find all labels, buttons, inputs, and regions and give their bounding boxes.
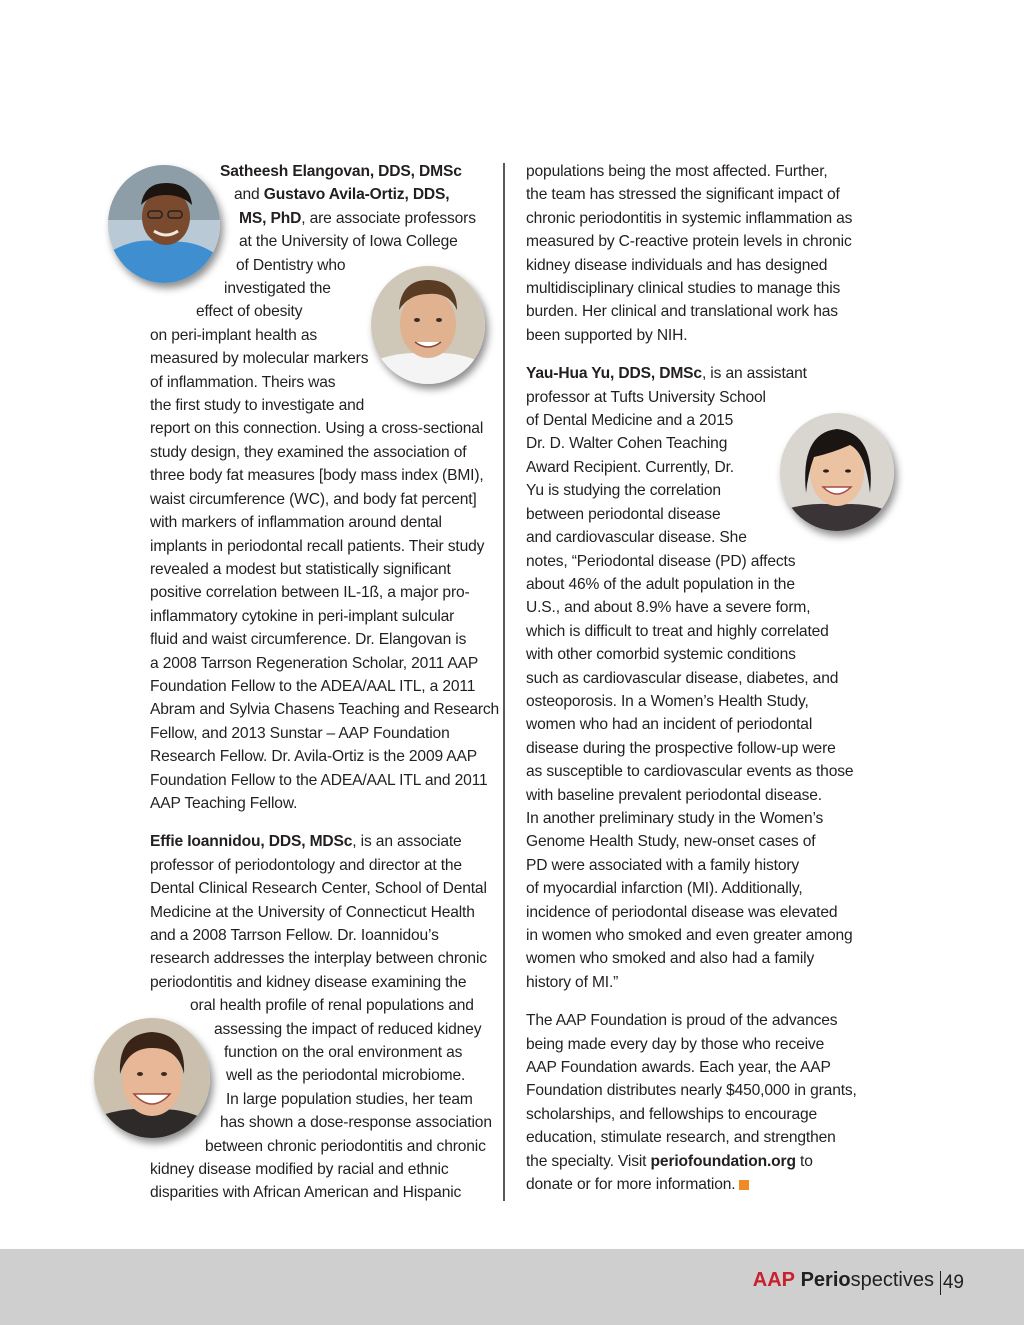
text-run: with baseline prevalent periodontal disease. — [526, 786, 822, 804]
text-run: and cardiovascular disease. She — [526, 529, 747, 547]
text-line — [150, 417, 485, 440]
text-line — [526, 300, 861, 323]
text-line — [526, 1173, 861, 1196]
text-run: disease during the prospective follow-up were — [526, 739, 836, 757]
text-line — [526, 160, 861, 183]
text-line — [150, 324, 485, 347]
text-line — [150, 994, 485, 1017]
text-line — [526, 1033, 861, 1056]
text-line — [526, 596, 861, 619]
text-line — [526, 854, 861, 877]
text-line — [526, 901, 861, 924]
text-line — [526, 1009, 861, 1032]
text-line — [526, 456, 861, 479]
text-run: to — [795, 1152, 813, 1170]
text-line — [150, 947, 485, 970]
text-run: been supported by NIH. — [526, 326, 688, 344]
text-run: the specialty. Visit — [526, 1152, 651, 1170]
paragraph-p4 — [526, 362, 861, 994]
text-run: incidence of periodontal disease was elevated — [526, 903, 838, 921]
text-run: which is difficult to treat and highly correlated — [526, 622, 829, 640]
orange-square-icon — [739, 1180, 749, 1190]
text-line — [150, 1158, 485, 1181]
text-line — [526, 1150, 861, 1173]
text-line — [150, 1088, 485, 1111]
text-run: between chronic periodontitis and chronic — [205, 1137, 486, 1155]
bold-text[interactable]: periofoundation.org — [650, 1152, 796, 1170]
text-line — [150, 722, 485, 745]
text-run: Dr. D. Walter Cohen Teaching — [526, 435, 728, 453]
brand-perio: Perio — [800, 1269, 851, 1291]
text-line — [526, 620, 861, 643]
bold-text: MS, PhD — [239, 209, 302, 227]
text-line — [150, 558, 485, 581]
text-line — [150, 581, 485, 604]
text-run: and — [234, 186, 264, 204]
text-run: on peri-implant health as — [150, 326, 318, 344]
text-run: Abram and Sylvia Chasens Teaching and Research — [150, 701, 500, 719]
text-run: kidney disease modified by racial and ethnic — [150, 1161, 449, 1179]
text-run: AAP Teaching Fellow. — [150, 794, 298, 812]
text-line — [526, 643, 861, 666]
text-run: women who had an incident of periodontal — [526, 716, 813, 734]
text-line — [526, 409, 861, 432]
text-line — [150, 745, 485, 768]
text-line — [526, 1103, 861, 1126]
text-line — [526, 503, 861, 526]
text-run: women who smoked and also had a family — [526, 950, 815, 968]
text-line — [150, 675, 485, 698]
text-run: , is an assistant — [701, 365, 807, 383]
text-line — [150, 1018, 485, 1041]
text-run: investigated the — [224, 280, 331, 298]
text-run: professor at Tufts University School — [526, 388, 766, 406]
text-run: has shown a dose-response association — [220, 1114, 492, 1132]
text-run: the team has stressed the significant impact of — [526, 186, 840, 204]
text-run: professor of periodontology and director at the — [150, 856, 462, 874]
text-line — [526, 183, 861, 206]
text-run: in women who smoked and even greater among — [526, 927, 853, 944]
text-line — [150, 1135, 485, 1158]
text-line — [150, 792, 485, 815]
bold-text: Satheesh Elangovan, DDS, DMSc — [220, 163, 462, 180]
text-line — [526, 807, 861, 830]
text-run: of Dental Medicine and a 2015 — [526, 412, 734, 430]
brand-spectives: spectives — [850, 1269, 934, 1291]
text-line — [526, 784, 861, 807]
text-run: Genome Health Study, new-onset cases of — [526, 833, 816, 851]
text-line — [526, 432, 861, 455]
text-line — [526, 207, 861, 230]
paragraph-p3 — [526, 160, 861, 347]
text-run: such as cardiovascular disease, diabetes, and — [526, 669, 839, 687]
text-run: In another preliminary study in the Women’s — [526, 809, 824, 827]
bold-text: Gustavo Avila-Ortiz, DDS, — [263, 186, 450, 204]
footer-band — [0, 1249, 1024, 1325]
text-line — [526, 277, 861, 300]
text-line — [526, 760, 861, 783]
text-line — [150, 488, 485, 511]
bold-text: Effie Ioannidou, DDS, MDSc — [150, 833, 353, 851]
text-run: Foundation Fellow to the ADEA/AAL ITL and 2011 — [150, 771, 488, 789]
paragraph-p1 — [150, 160, 500, 815]
text-run: AAP Foundation awards. Each year, the AAP — [526, 1059, 831, 1077]
page-number: 49 — [942, 1272, 964, 1293]
article-column-right — [526, 160, 861, 1211]
text-run: between periodontal disease — [526, 505, 721, 523]
text-line — [150, 254, 485, 277]
text-run: study design, they examined the association of — [150, 443, 467, 461]
text-run: notes, “Periodontal disease (PD) affects — [526, 552, 796, 570]
text-line — [150, 605, 485, 628]
text-line — [150, 160, 485, 183]
text-run: Yu is studying the correlation — [526, 482, 721, 500]
text-run: PD were associated with a family history — [526, 856, 800, 874]
text-run: disparities with African American and Hispanic — [150, 1184, 462, 1202]
text-run: , is an associate — [352, 833, 462, 851]
text-run: and a 2008 Tarrson Fellow. Dr. Ioannidou’s — [150, 927, 439, 944]
paragraph-p5 — [526, 1009, 861, 1196]
text-line — [526, 1056, 861, 1079]
text-run: populations being the most affected. Further, — [526, 163, 828, 180]
text-line — [526, 971, 861, 994]
text-run: Foundation distributes nearly $450,000 in grants, — [526, 1082, 857, 1100]
publication-brand — [753, 1269, 934, 1292]
text-run: osteoporosis. In a Women’s Health Study, — [526, 692, 809, 710]
text-run: three body fat measures [body mass index (BMI), — [150, 467, 484, 485]
text-run: In large population studies, her team — [226, 1090, 473, 1108]
text-line — [526, 947, 861, 970]
text-line — [150, 394, 485, 417]
text-line — [526, 1079, 861, 1102]
footer-separator — [940, 1271, 942, 1295]
text-line — [150, 1111, 492, 1134]
text-line — [150, 830, 485, 853]
text-run: scholarships, and fellowships to encourage — [526, 1105, 818, 1123]
paragraph-p2 — [150, 830, 492, 1205]
text-line — [150, 277, 485, 300]
text-line — [150, 652, 485, 675]
text-line — [150, 347, 485, 370]
text-run: as susceptible to cardiovascular events as those — [526, 763, 854, 781]
text-run: report on this connection. Using a cross-sectional — [150, 420, 484, 438]
text-run: burden. Her clinical and translational work has — [526, 303, 838, 321]
text-line — [150, 441, 485, 464]
text-line — [150, 535, 485, 558]
text-line — [150, 854, 485, 877]
text-line — [526, 924, 861, 947]
text-line — [526, 386, 861, 409]
text-line — [150, 511, 485, 534]
text-line — [526, 479, 861, 502]
text-run: function on the oral environment as — [224, 1044, 463, 1062]
bold-text: Yau-Hua Yu, DDS, DMSc — [526, 365, 702, 383]
text-run: of myocardial infarction (MI). Additionally, — [526, 880, 803, 898]
text-run: multidisciplinary clinical studies to manage this — [526, 280, 841, 298]
text-run: effect of obesity — [196, 303, 303, 321]
text-run: Fellow, and 2013 Sunstar – AAP Foundation — [150, 724, 450, 742]
brand-aap: AAP — [752, 1269, 796, 1291]
text-run: of inflammation. Theirs was — [150, 373, 336, 391]
text-line — [526, 324, 861, 347]
text-run: The AAP Foundation is proud of the advances — [526, 1012, 838, 1030]
text-run: being made every day by those who receive — [526, 1035, 825, 1053]
text-run: research addresses the interplay between chronic — [150, 950, 487, 968]
text-run: Medicine at the University of Connecticut Health — [150, 903, 475, 921]
text-line — [526, 1126, 861, 1149]
text-line — [150, 924, 485, 947]
text-run: history of MI.” — [526, 973, 619, 991]
text-run: at the University of Iowa College — [239, 233, 458, 251]
text-run: revealed a modest but statistically significant — [150, 560, 451, 578]
text-run: positive correlation between IL-1ß, a major pro- — [150, 584, 470, 602]
text-line — [150, 1064, 485, 1087]
text-line — [526, 230, 861, 253]
text-run: inflammatory cytokine in peri-implant sulcular — [150, 607, 455, 625]
text-line — [150, 230, 485, 253]
text-run: implants in periodontal recall patients. Their study — [150, 537, 485, 555]
text-run: a 2008 Tarrson Regeneration Scholar, 2011 AAP — [150, 654, 479, 672]
text-line — [526, 737, 861, 760]
text-run: fluid and waist circumference. Dr. Elangovan is — [150, 631, 467, 649]
text-line — [150, 183, 485, 206]
text-run: measured by molecular markers — [150, 350, 369, 368]
text-run: with other comorbid systemic conditions — [526, 646, 796, 664]
text-line — [526, 362, 861, 385]
text-run: Award Recipient. Currently, Dr. — [526, 458, 734, 476]
text-line — [150, 207, 485, 230]
text-run: measured by C-reactive protein levels in chronic — [526, 233, 852, 251]
text-run: with markers of inflammation around dental — [150, 514, 442, 532]
text-run: well as the periodontal microbiome. — [226, 1067, 466, 1085]
text-line — [150, 971, 485, 994]
text-line — [150, 698, 500, 721]
text-run: kidney disease individuals and has designed — [526, 256, 828, 274]
text-line — [150, 901, 485, 924]
text-line — [526, 877, 861, 900]
text-line — [526, 550, 861, 573]
text-line — [150, 371, 485, 394]
text-run: education, stimulate research, and strengthen — [526, 1129, 836, 1147]
text-run: Foundation Fellow to the ADEA/AAL ITL, a 2011 — [150, 677, 476, 695]
text-run: waist circumference (WC), and body fat percent] — [150, 490, 477, 508]
text-line — [526, 573, 861, 596]
text-run: about 46% of the adult population in the — [526, 575, 795, 593]
text-line — [150, 628, 485, 651]
text-line — [526, 690, 861, 713]
text-line — [526, 254, 861, 277]
text-line — [150, 464, 485, 487]
article-column-left — [150, 160, 500, 1220]
text-run: U.S., and about 8.9% have a severe form, — [526, 599, 811, 617]
text-run: oral health profile of renal populations and — [190, 997, 474, 1015]
text-line — [150, 300, 485, 323]
text-run: Dental Clinical Research Center, School of Dental — [150, 880, 487, 898]
text-line — [526, 713, 861, 736]
text-run: , are associate professors — [301, 209, 476, 227]
text-line — [526, 830, 861, 853]
text-run: assessing the impact of reduced kidney — [214, 1020, 482, 1038]
text-line — [526, 667, 861, 690]
text-run: the first study to investigate and — [150, 397, 365, 415]
column-divider — [503, 163, 505, 1201]
text-line — [150, 1041, 485, 1064]
text-run: of Dentistry who — [236, 256, 346, 274]
text-line — [150, 877, 485, 900]
text-run: Research Fellow. Dr. Avila-Ortiz is the 2009 AAP — [150, 748, 478, 766]
text-line — [150, 1181, 485, 1204]
text-run: donate or for more information. — [526, 1176, 736, 1194]
text-line — [150, 769, 488, 792]
text-run: periodontitis and kidney disease examining the — [150, 973, 467, 991]
text-line — [526, 526, 861, 549]
text-run: chronic periodontitis in systemic inflammation as — [526, 209, 853, 227]
